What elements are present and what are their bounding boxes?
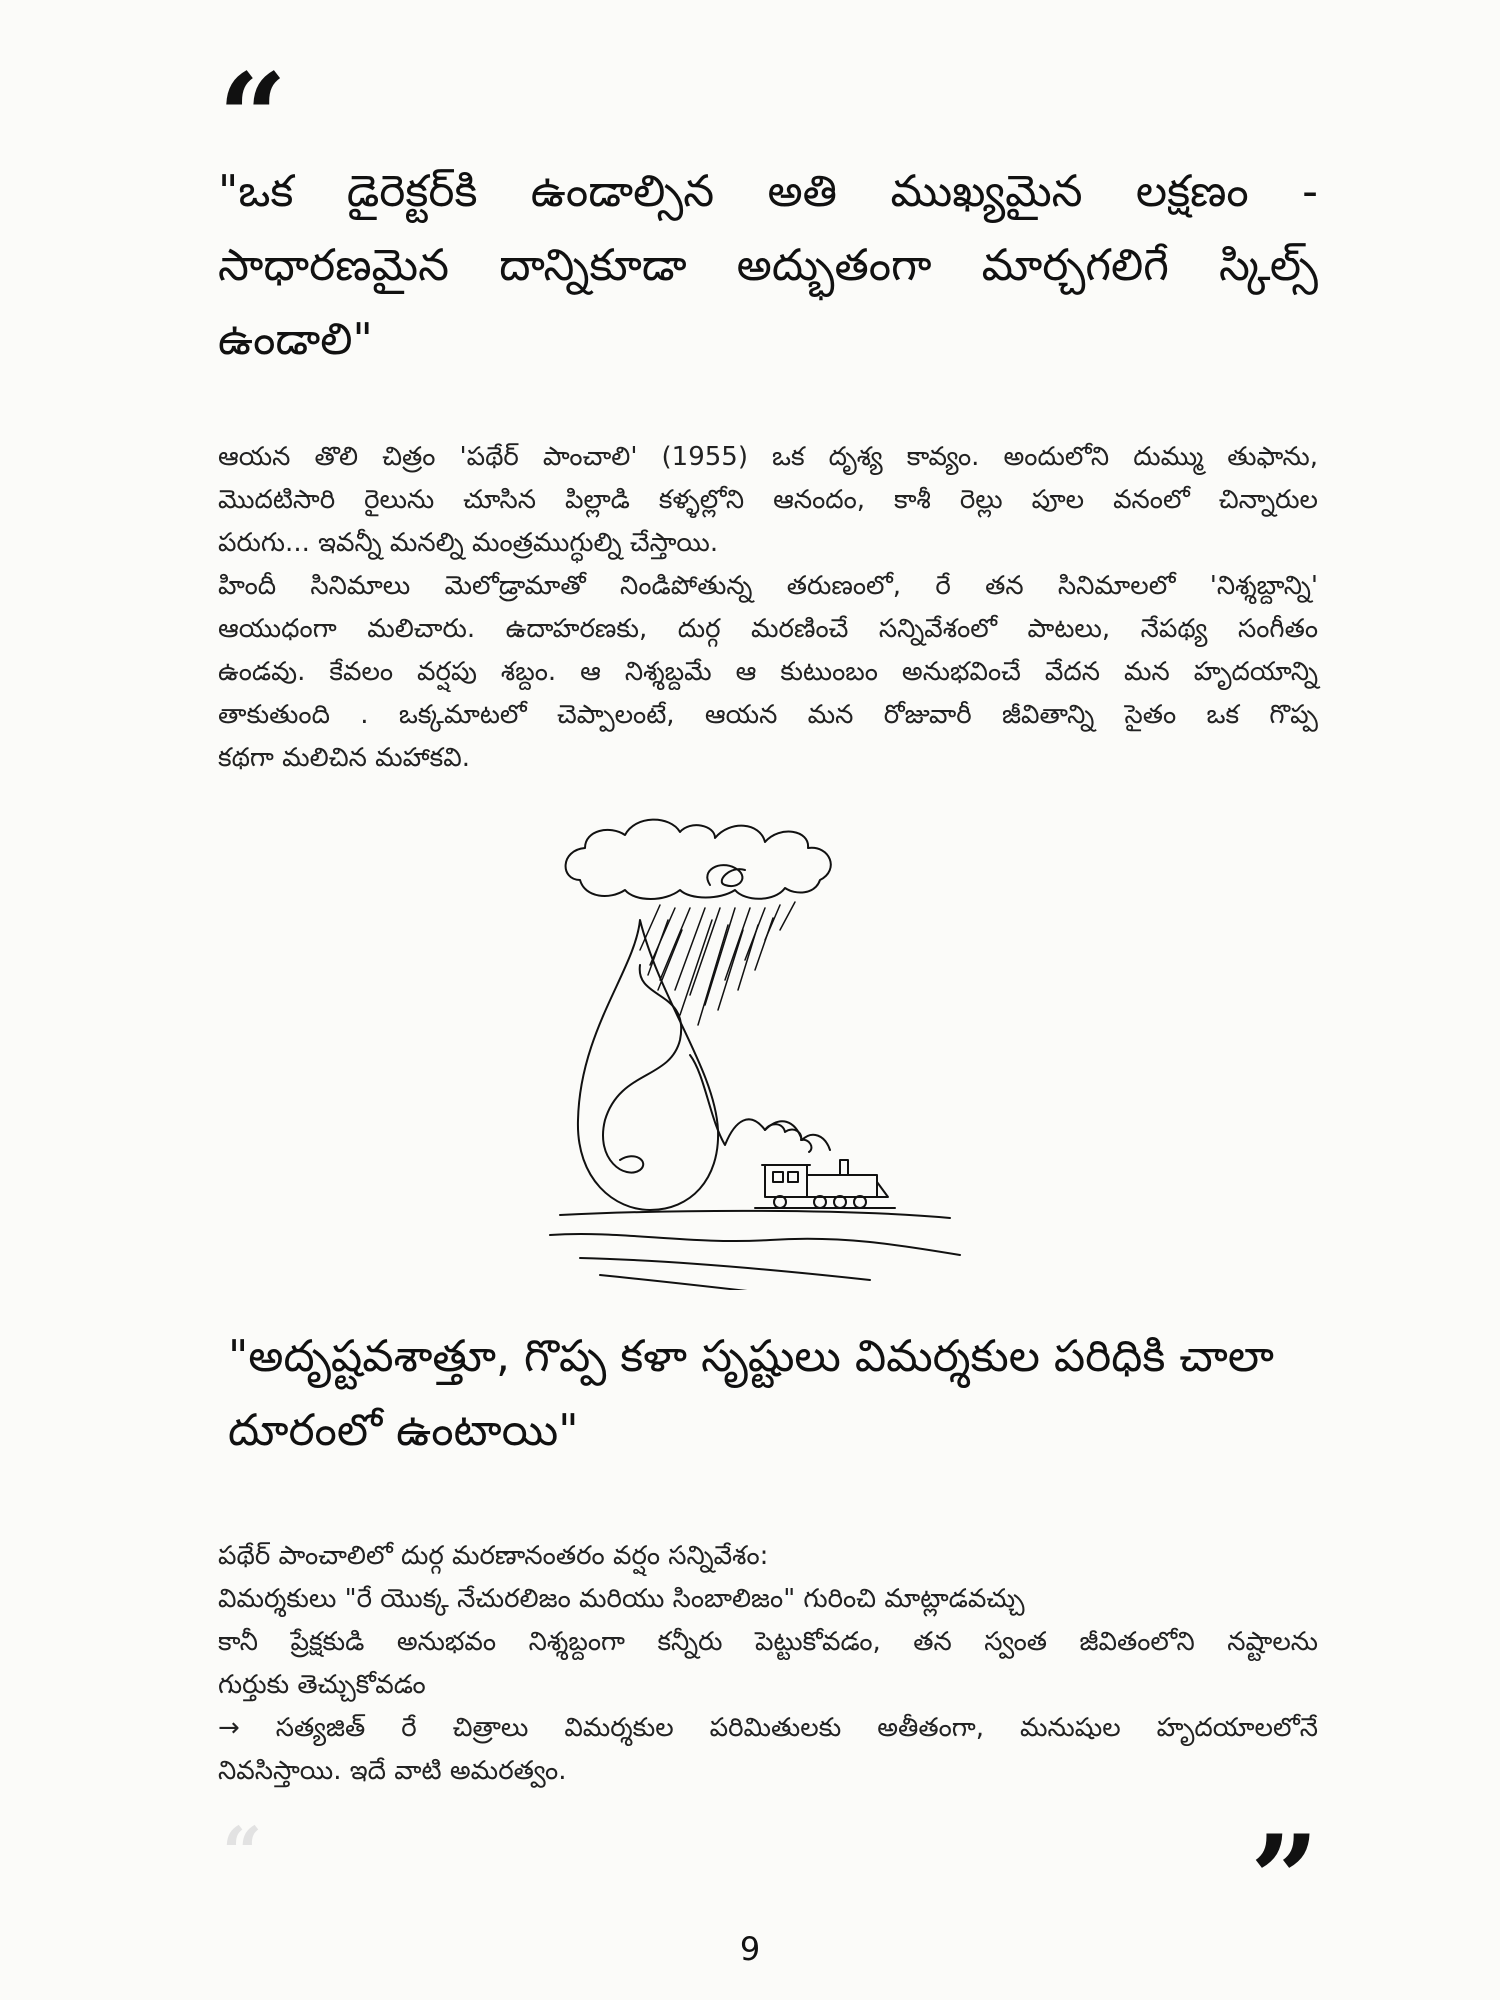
quote-line: "ఒక డైరెక్టర్‌కి ఉండాల్సిన అతి ముఖ్యమైన లక్షణం - xyxy=(218,166,1318,217)
rain-lines xyxy=(640,902,795,1025)
page-number: 9 xyxy=(739,1930,761,1968)
cloud-outline xyxy=(566,820,831,899)
quote-line: ఉండాలి" xyxy=(218,314,373,365)
closing-quote-mark: ” xyxy=(1250,1809,1320,1950)
quote-line: సాధారణమైన దాన్నికూడా అద్భుతంగా మార్చగలిగే స్కిల్స్ xyxy=(218,240,1318,291)
paragraph-line: ఆయుధంగా మలిచారు. ఉదాహరణకు, దుర్గ మరణించే సన్నివేశంలో పాటలు, నేపథ్య సంగీతం xyxy=(218,614,1318,644)
paragraph-line: నివసిస్తాయి. ఇదే వాటి అమరత్వం. xyxy=(218,1756,567,1786)
paragraph-line: కథగా మలిచిన మహాకవి. xyxy=(218,743,471,773)
paragraph-line: హిందీ సినిమాలు మెలోడ్రామాతో నిండిపోతున్న తరుణంలో, రే తన సినిమాలలో 'నిశ్శబ్దాన్ని' xyxy=(218,571,1318,601)
faded-quote-mark: “ xyxy=(222,1811,263,1894)
paragraph-line: మొదటిసారి రైలును చూసిన పిల్లాడి కళ్ళల్లోని ఆనందం, కాశీ రెల్లు పూల వనంలో చిన్నారుల xyxy=(218,485,1318,515)
paragraph-line: → సత్యజిత్ రే చిత్రాలు విమర్శకుల పరిమితులకు అతీతంగా, మనుషుల హృదయాలలోనే xyxy=(218,1713,1318,1743)
quote-line: దూరంలో ఉంటాయి" xyxy=(228,1405,579,1456)
body-paragraph-one xyxy=(218,436,1318,780)
paragraph-line: ఆయన తొలి చిత్రం 'పథేర్ పాంచాలి' (1955) ఒక దృశ్య కావ్యం. అందులోని దుమ్ము తుఫాను, xyxy=(218,442,1318,472)
train-locomotive xyxy=(755,1160,895,1208)
opening-quote-mark: “ xyxy=(218,47,288,188)
paragraph-line: కానీ ప్రేక్షకుడి అనుభవం నిశ్శబ్దంగా కన్నీరు పెట్టుకోవడం, తన స్వంత జీవితంలోని నష్టాలను xyxy=(218,1627,1318,1657)
cloud-swirl xyxy=(707,865,745,886)
paragraph-line: విమర్శకులు "రే యొక్క నేచురలిజం మరియు సింబాలిజం" గురించి మాట్లాడవచ్చు xyxy=(218,1584,1025,1614)
paragraph-line: పరుగు... ఇవన్నీ మనల్ని మంత్రముగ్ధుల్ని చేస్తాయి. xyxy=(218,528,719,558)
quote-line: "అదృష్టవశాత్తూ, గొప్ప కళా సృష్టులు విమర్శకుల పరిధికి చాలా xyxy=(228,1331,1274,1382)
paragraph-line: ఉండవు. కేవలం వర్షపు శబ్దం. ఆ నిశ్శబ్దమే ఆ కుటుంబం అనుభవించే వేదన మన హృదయాన్ని xyxy=(218,657,1318,687)
paragraph-line: తాకుతుంది . ఒక్కమాటలో చెప్పాలంటే, ఆయన మన రోజువారీ జీవితాన్ని సైతం ఒక గొప్ప xyxy=(218,700,1318,730)
ground-lines xyxy=(550,1211,960,1290)
paragraph-line: గుర్తుకు తెచ్చుకోవడం xyxy=(218,1670,426,1700)
smoke-trail xyxy=(690,1055,830,1150)
pull-quote-middle xyxy=(228,1320,1328,1468)
body-paragraph-two xyxy=(218,1535,1318,1793)
rain-drop-train-illustration xyxy=(540,790,980,1290)
pull-quote-top xyxy=(218,155,1318,377)
paragraph-line: పథేర్ పాంచాలిలో దుర్గ మరణానంతరం వర్షం సన్నివేశం: xyxy=(218,1541,769,1571)
steam-ribbon xyxy=(603,965,681,1173)
